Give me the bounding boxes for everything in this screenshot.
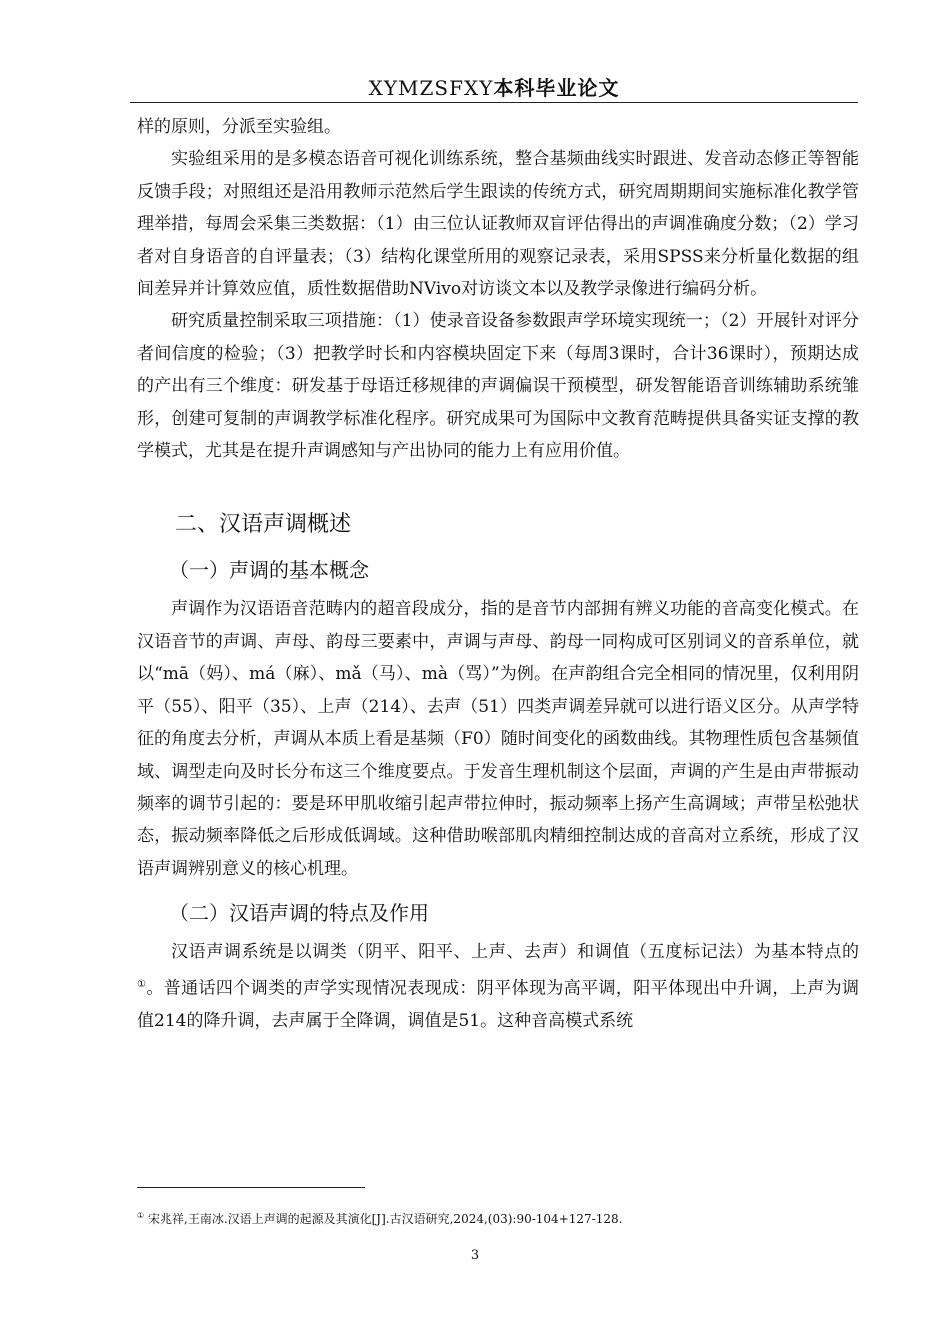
paragraph-tone-features-a: 汉语声调系统是以调类（阴平、阳平、上声、去声）和调值（五度标记法）为基本特点的: [171, 942, 859, 963]
subsection-heading-2: （二）汉语声调的特点及作用: [169, 901, 429, 926]
paragraph-tone-features: [137, 936, 859, 1037]
paragraph-continued: 样的原则，分派至实验组。: [137, 117, 341, 137]
paragraph-tone-features-b: 。普通话四个调类的声学实现情况表现成：阴平体现为高平调，阳平体现出中升调，上声为调值214的降升调，去声属于全降调，调值是51。这种音高模式系统: [137, 978, 859, 1031]
footnote: [137, 1210, 622, 1227]
page-number: 3: [470, 1248, 480, 1263]
paragraph-quality-control: 研究质量控制采取三项措施：（1）使录音设备参数跟声学环境实现统一；（2）开展针对评分者间信度的检验；（3）把教学时长和内容模块固定下来（每周3课时，合计36课时），预期达成的产出有三个维度：研发基于母语迁移规律的声调偏误干预模型，研发智能语音训练辅助系统雏形，创建可复制的声调教学标准化程序。研究成果可为国际中文教育范畴提供具备实证支撑的教学模式，尤其是在提升声调感知与产出协同的能力上有应用价值。: [137, 311, 859, 462]
footnote-text: 宋兆祥,王南冰.汉语上声调的起源及其演化[J].古汉语研究,2024,(03):90-104+127-128.: [148, 1212, 623, 1226]
header-title: 本科毕业论文: [493, 76, 620, 100]
page-body: [137, 111, 859, 1037]
header-rule: [130, 102, 858, 103]
paragraph-experiment-design: 实验组采用的是多模态语音可视化训练系统，整合基频曲线实时跟进、发音动态修正等智能反馈手段；对照组还是沿用教师示范然后学生跟读的传统方式，研究周期期间实施标准化教学管理举措，每周会采集三类数据：（1）由三位认证教师双盲评估得出的声调准确度分数；（2）学习者对自身语音的自评量表；（3）结构化课堂所用的观察记录表，采用SPSS来分析量化数据的组间差异并计算效应值，质性数据借助NVivo对访谈文本以及教学录像进行编码分析。: [137, 149, 859, 300]
subsection-heading-1: （一）声调的基本概念: [169, 558, 369, 583]
paragraph-tone-concept: 声调作为汉语语音范畴内的超音段成分，指的是音节内部拥有辨义功能的音高变化模式。在汉语音节的声调、声母、韵母三要素中，声调与声母、韵母一同构成可区别词义的音系单位，就以“mā（妈）、má（麻）、mǎ（马）、mà（骂）”为例。在声韵组合完全相同的情况里，仅利用阴平（55）、阳平（35）、上声（214）、去声（51）四类声调差异就可以进行语义区分。从声学特征的角度去分析，声调从本质上看是基频（F0）随时间变化的函数曲线。其物理性质包含基频值域、调型走向及时长分布这三个维度要点。于发音生理机制这个层面，声调的产生是由声带振动频率的调节引起的：要是环甲肌收缩引起声带拉伸时，振动频率上扬产生高调域；声带呈松弛状态，振动频率降低之后形成低调域。这种借助喉部肌肉精细控制达成的音高对立系统，形成了汉语声调辨别意义的核心机理。: [137, 599, 859, 879]
footnote-reference[interactable]: ①: [137, 978, 147, 990]
footnote-rule: [137, 1187, 365, 1188]
header-school-code: XYMZSFXY: [368, 76, 494, 100]
footnote-mark: ①: [137, 1211, 145, 1220]
section-heading: 二、汉语声调概述: [175, 512, 352, 538]
running-header: [130, 72, 858, 101]
